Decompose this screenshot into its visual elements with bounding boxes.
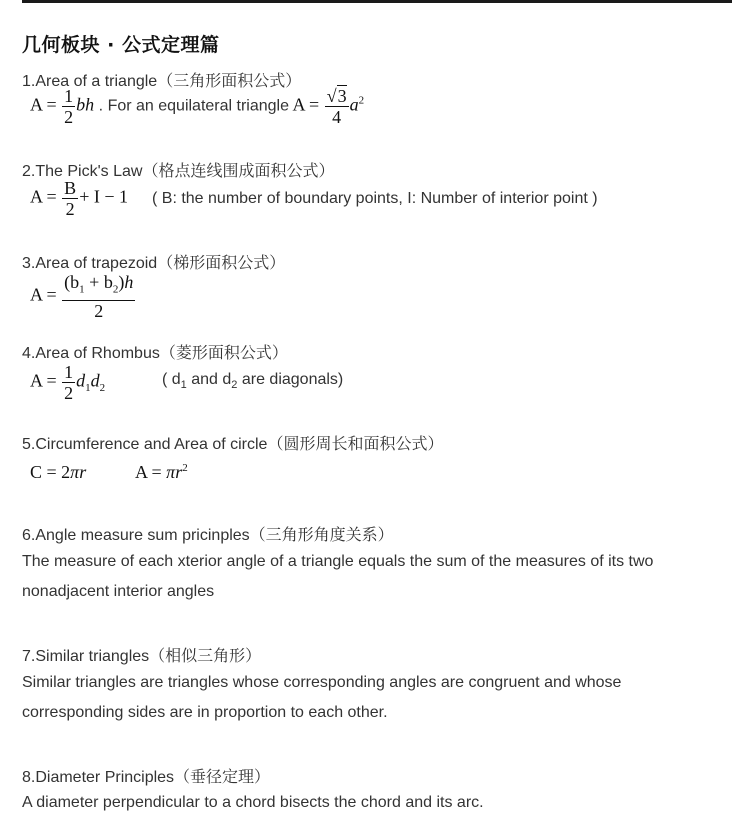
- picks-law-formula: [30, 178, 128, 219]
- section-3-heading: 3.Area of trapezoid（梯形面积公式）: [22, 255, 286, 272]
- denominator: 2: [65, 199, 75, 219]
- plus-sign: +: [84, 272, 104, 292]
- formula-lhs: A =: [30, 94, 57, 115]
- numerator-2: √3: [326, 86, 347, 106]
- circle-area-formula: [135, 462, 188, 483]
- formula-lhs: A =: [30, 370, 57, 391]
- section-6-body: The measure of each xterior angle of a triangle equals the sum of the measures of its two nonadjacent interior angles: [22, 553, 654, 600]
- section-7-heading: 7.Similar triangles（相似三角形）: [22, 648, 262, 665]
- subscript-2: 2: [99, 382, 106, 395]
- denominator: 2: [64, 383, 74, 403]
- base-symbol: b: [70, 272, 80, 292]
- note-subscript-1: 1: [180, 379, 187, 392]
- numerator: 1: [64, 86, 74, 106]
- numerator: B: [64, 178, 77, 198]
- note-close: are diagonals): [237, 371, 344, 388]
- fraction: [62, 272, 135, 321]
- section-2-heading: 2.The Pick's Law（格点连线围成面积公式）: [22, 163, 335, 180]
- page-title: 几何板块 · 公式定理篇: [22, 34, 220, 56]
- numerator: $(b_1 + b_2)h$: [62, 272, 135, 301]
- formula-lhs: C = 2: [30, 462, 71, 482]
- subscript-1: 1: [85, 382, 91, 395]
- note-open: ( d: [162, 371, 181, 388]
- note-subscript-2: 2: [231, 379, 238, 392]
- subscript-2: 2: [112, 283, 119, 296]
- formula-variable: πr: [70, 462, 87, 482]
- height-symbol: h: [124, 272, 134, 292]
- numerator: 1: [64, 362, 74, 382]
- fraction: [62, 362, 75, 403]
- denominator: 2: [94, 300, 104, 321]
- exponent: 2: [358, 94, 365, 107]
- rhombus-area-formula: [30, 362, 105, 403]
- section-8-body: A diameter perpendicular to a chord bisects the chord and its arc.: [22, 794, 484, 811]
- base-symbol-2: b: [103, 272, 113, 292]
- formula-variable: bh: [76, 94, 95, 115]
- formula-lhs: A =: [135, 462, 167, 482]
- section-1-heading: 1.Area of a triangle（三角形面积公式）: [22, 73, 302, 90]
- top-rule: [22, 0, 732, 3]
- section-8-heading: 8.Diameter Principles（垂径定理）: [22, 769, 271, 786]
- fraction: [62, 178, 78, 219]
- formula-lhs: A =: [30, 284, 57, 305]
- section-4-heading: 4.Area of Rhombus（菱形面积公式）: [22, 345, 288, 362]
- formula-rest: + I − 1: [79, 186, 128, 207]
- exponent: 2: [182, 462, 188, 474]
- denominator: 2: [64, 107, 74, 127]
- formula-variable-2: a: [349, 94, 359, 115]
- formula-variable: πr: [166, 462, 183, 482]
- radicand: 3: [337, 86, 347, 106]
- section-5-heading: 5.Circumference and Area of circle（圆形周长和面积公式）: [22, 436, 444, 453]
- formula-lhs: A =: [30, 186, 57, 207]
- formula-lhs-2: A =: [292, 94, 320, 115]
- diagonal-symbol: d: [76, 370, 86, 391]
- note-mid: and d: [186, 371, 232, 388]
- fraction-2: [325, 86, 349, 127]
- fraction: [62, 86, 75, 127]
- formula-text: . For an equilateral triangle: [98, 97, 289, 115]
- trapezoid-area-formula: [30, 272, 136, 321]
- subscript-1: 1: [79, 283, 85, 296]
- triangle-area-formula: [30, 86, 364, 127]
- circumference-formula: [30, 462, 86, 483]
- picks-law-note: ( B: the number of boundary points, I: Number of interior point ): [152, 190, 598, 207]
- section-6-heading: 6.Angle measure sum pricinples（三角形角度关系）: [22, 527, 394, 544]
- diagonal-symbol-2: d: [90, 370, 100, 391]
- section-7-body: Similar triangles are triangles whose corresponding angles are congruent and whose corresponding sides are in proportion to each other.: [22, 674, 622, 721]
- denominator-2: 4: [332, 107, 342, 127]
- rhombus-note: [162, 371, 343, 391]
